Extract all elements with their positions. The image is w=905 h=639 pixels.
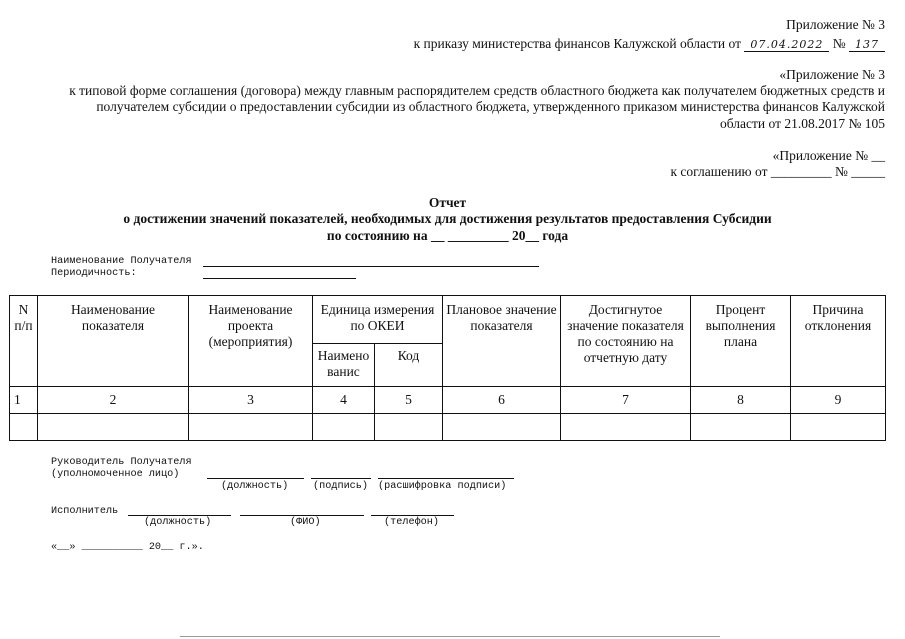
- col-number-1: 1: [10, 387, 38, 414]
- executor-caption-position: (должность): [144, 517, 212, 528]
- col-number-7: 7: [561, 387, 691, 414]
- empty-cell[interactable]: [375, 414, 443, 441]
- report-date-line: по состоянию на __ _________ 20__ года: [326, 228, 569, 243]
- empty-cell[interactable]: [791, 414, 886, 441]
- header-indicator-name: Наименование показателя: [38, 296, 189, 387]
- typical-form-line-3: области от 21.08.2017 № 105: [720, 116, 885, 131]
- head-signature-field[interactable]: [311, 478, 371, 479]
- header-project-name: Наименование проекта (мероприятия): [189, 296, 313, 387]
- periodicity-field[interactable]: [203, 278, 356, 279]
- typical-form-title: «Приложение № 3: [779, 67, 885, 82]
- head-caption-position: (должность): [221, 481, 289, 492]
- executor-caption-phone: (телефон): [384, 517, 440, 528]
- header-percent: Процент выполнения плана: [691, 296, 791, 387]
- agreement-line: к соглашению от _________ № _____: [670, 164, 885, 179]
- report-subtitle: о достижении значений показателей, необходимых для достижения результатов предоставления Субсидии: [123, 211, 772, 226]
- recipient-name-label: Наименование Получателя: [51, 256, 192, 267]
- head-decoding-field[interactable]: [378, 478, 514, 479]
- handwritten-date: 07.04.2022: [744, 38, 829, 52]
- handwritten-number: 137: [849, 38, 885, 52]
- head-position-field[interactable]: [207, 478, 304, 479]
- col-number-4: 4: [313, 387, 375, 414]
- empty-cell[interactable]: [10, 414, 38, 441]
- executor-label: Исполнитель: [51, 506, 119, 517]
- empty-cell[interactable]: [38, 414, 189, 441]
- appendix-order-text: к приказу министерства финансов Калужской области от: [413, 36, 741, 51]
- empty-cell[interactable]: [313, 414, 375, 441]
- typical-form-line-1: к типовой форме соглашения (договора) между главным распорядителем средств областного бюджета как получателем бюджетных средств и: [69, 83, 885, 98]
- header-reason: Причина отклонения: [791, 296, 886, 387]
- col-number-8: 8: [691, 387, 791, 414]
- report-table: [9, 295, 886, 441]
- head-caption-decoding: (расшифровка подписи): [378, 481, 507, 492]
- header-planned: Плановое значение показателя: [443, 296, 561, 387]
- periodicity-label: Периодичность:: [51, 268, 137, 279]
- executor-fio-field[interactable]: [240, 515, 364, 516]
- col-number-6: 6: [443, 387, 561, 414]
- scan-edge-line: [180, 636, 720, 637]
- header-achieved: Достигнутое значение показателя по состоянию на отчетную дату: [561, 296, 691, 387]
- head-caption-signature: (подпись): [313, 481, 369, 492]
- appendix-order-line: [414, 36, 885, 52]
- col-number-9: 9: [791, 387, 886, 414]
- header-unit: Единица измерения по ОКЕИ: [313, 296, 443, 344]
- col-number-5: 5: [375, 387, 443, 414]
- number-label: №: [832, 36, 846, 51]
- executor-phone-field[interactable]: [371, 515, 454, 516]
- recipient-name-field[interactable]: [203, 266, 539, 267]
- agreement-title: «Приложение № __: [772, 148, 885, 163]
- header-unit-name: Наимено ванис: [313, 344, 375, 387]
- executor-position-field[interactable]: [128, 515, 231, 516]
- empty-cell[interactable]: [189, 414, 313, 441]
- report-title: Отчет: [428, 195, 467, 210]
- head-sublabel: (уполномоченное лицо): [51, 469, 180, 480]
- col-number-3: 3: [189, 387, 313, 414]
- col-number-2: 2: [38, 387, 189, 414]
- empty-cell[interactable]: [691, 414, 791, 441]
- appendix-title: Приложение № 3: [786, 17, 885, 32]
- signature-date-line: «__» __________ 20__ г.».: [51, 542, 204, 553]
- executor-caption-fio: (ФИО): [290, 517, 321, 528]
- empty-cell[interactable]: [443, 414, 561, 441]
- header-n: N п/п: [10, 296, 38, 387]
- head-label: Руководитель Получателя: [51, 457, 192, 468]
- empty-cell[interactable]: [561, 414, 691, 441]
- typical-form-line-2: получателем субсидии о предоставлении субсидии из областного бюджета, утвержденного приказом министерства финансов Калужской: [96, 99, 885, 114]
- header-unit-code: Код: [375, 344, 443, 387]
